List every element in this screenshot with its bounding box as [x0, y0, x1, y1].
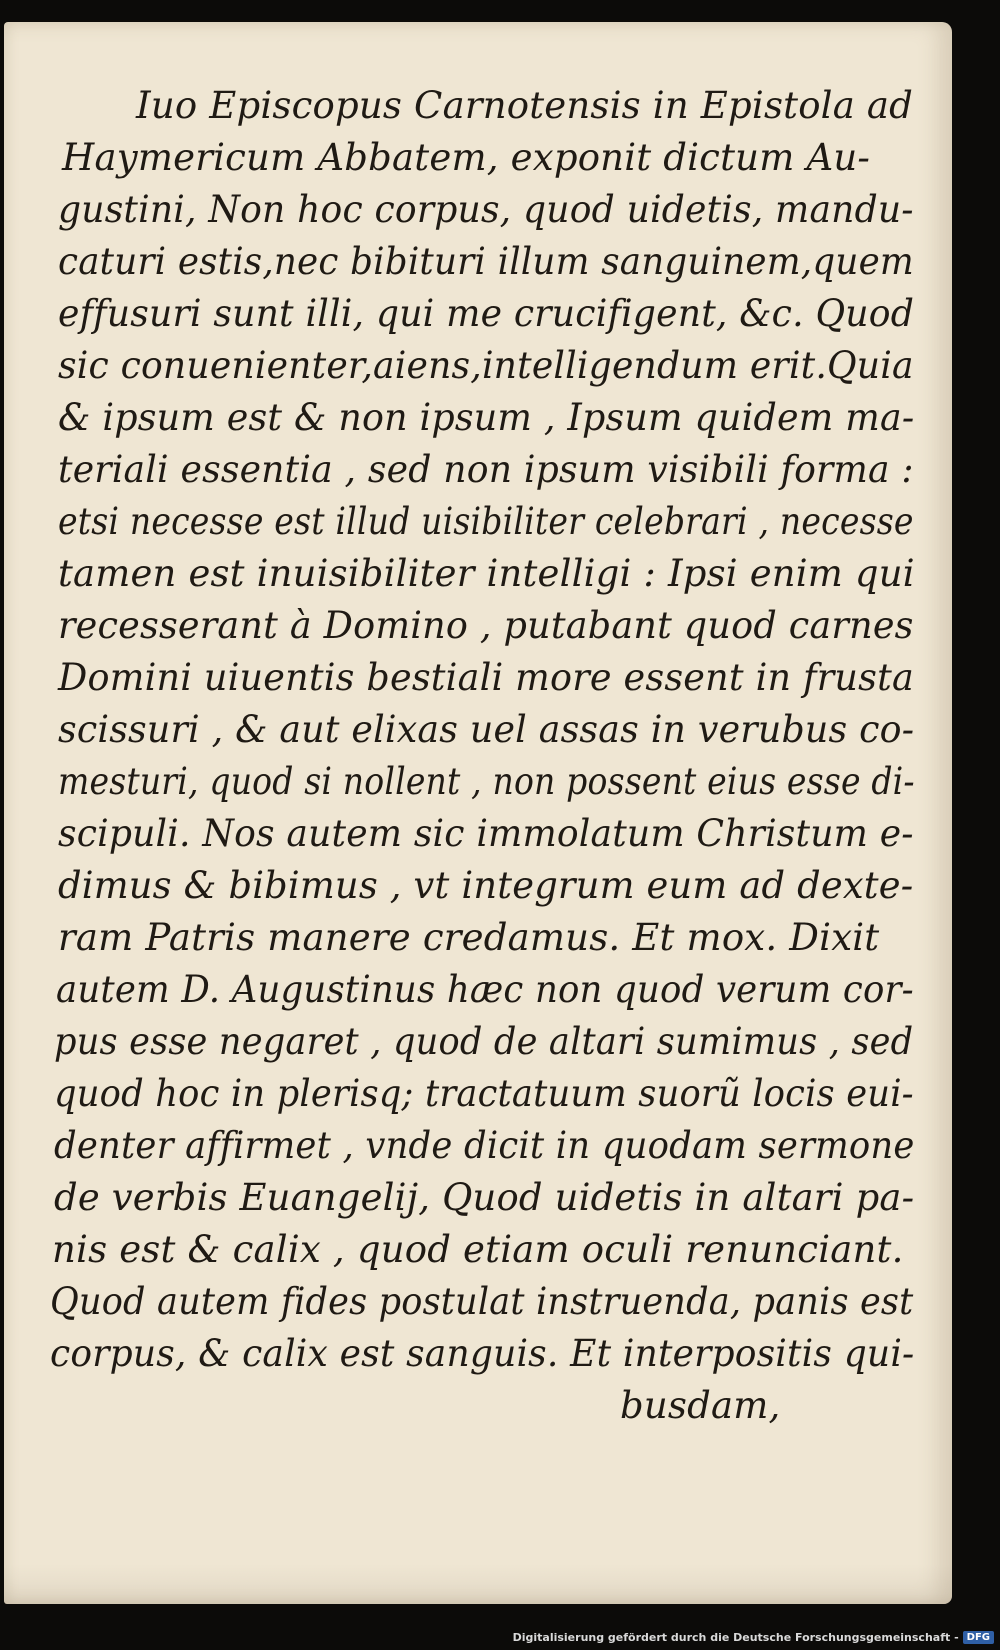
text-line: tamen est inuisibiliter intelligi : Ipsi enim qui	[58, 552, 915, 595]
text-line: nis est & calix , quod etiam oculi renunciant.	[52, 1228, 904, 1271]
text-line: ram Patris manere credamus. Et mox. Dixit	[58, 916, 880, 959]
text-line: Haymericum Abbatem, exponit dictum Au-	[62, 136, 871, 179]
book-page	[4, 22, 952, 1604]
dfg-logo: DFG	[963, 1631, 994, 1644]
text-line: autem D. Augustinus hæc non quod verum cor-	[56, 968, 914, 1011]
text-line: de verbis Euangelij, Quod uidetis in altari pa-	[54, 1176, 915, 1219]
text-line: mesturi, quod si nollent , non possent eius esse di-	[58, 760, 915, 803]
text-line: effusuri sunt illi, qui me crucifigent, &c. Quod	[58, 292, 915, 335]
text-line: etsi necesse est illud uisibiliter celebrari , necesse	[58, 500, 914, 543]
text-line: recesserant à Domino , putabant quod carnes	[58, 604, 914, 647]
text-line: caturi estis,nec bibituri illum sanguinem,quem	[58, 240, 914, 283]
digitization-credit	[513, 1631, 994, 1644]
text-line: sic conuenienter,aiens,intelligendum erit.Quia	[58, 344, 914, 387]
text-line: Quod autem fides postulat instruenda, panis est	[50, 1280, 914, 1323]
text-line: scissuri , & aut elixas uel assas in verubus co-	[58, 708, 915, 751]
credit-text: Digitalisierung gefördert durch die Deutsche Forschungsgemeinschaft -	[512, 1631, 959, 1644]
text-line: scipuli. Nos autem sic immolatum Christum e-	[58, 812, 914, 855]
text-line: dimus & bibimus , vt integrum eum ad dexte-	[58, 864, 914, 907]
text-line: Domini uiuentis bestiali more essent in frusta	[58, 656, 915, 699]
text-line: busdam,	[620, 1384, 781, 1427]
text-line: gustini, Non hoc corpus, quod uidetis, mandu-	[58, 188, 914, 231]
text-line: Iuo Episcopus Carnotensis in Epistola ad	[136, 84, 914, 127]
text-line: teriali essentia , sed non ipsum visibili forma :	[58, 448, 914, 491]
text-line: corpus, & calix est sanguis. Et interpositis qui-	[50, 1332, 915, 1375]
text-line: quod hoc in plerisq; tractatuum suorũ locis eui-	[54, 1072, 914, 1115]
text-line: & ipsum est & non ipsum , Ipsum quidem ma-	[58, 396, 915, 439]
text-line: pus esse negaret , quod de altari sumimus , sed	[54, 1020, 914, 1063]
text-line: denter affirmet , vnde dicit in quodam sermone	[54, 1124, 915, 1167]
